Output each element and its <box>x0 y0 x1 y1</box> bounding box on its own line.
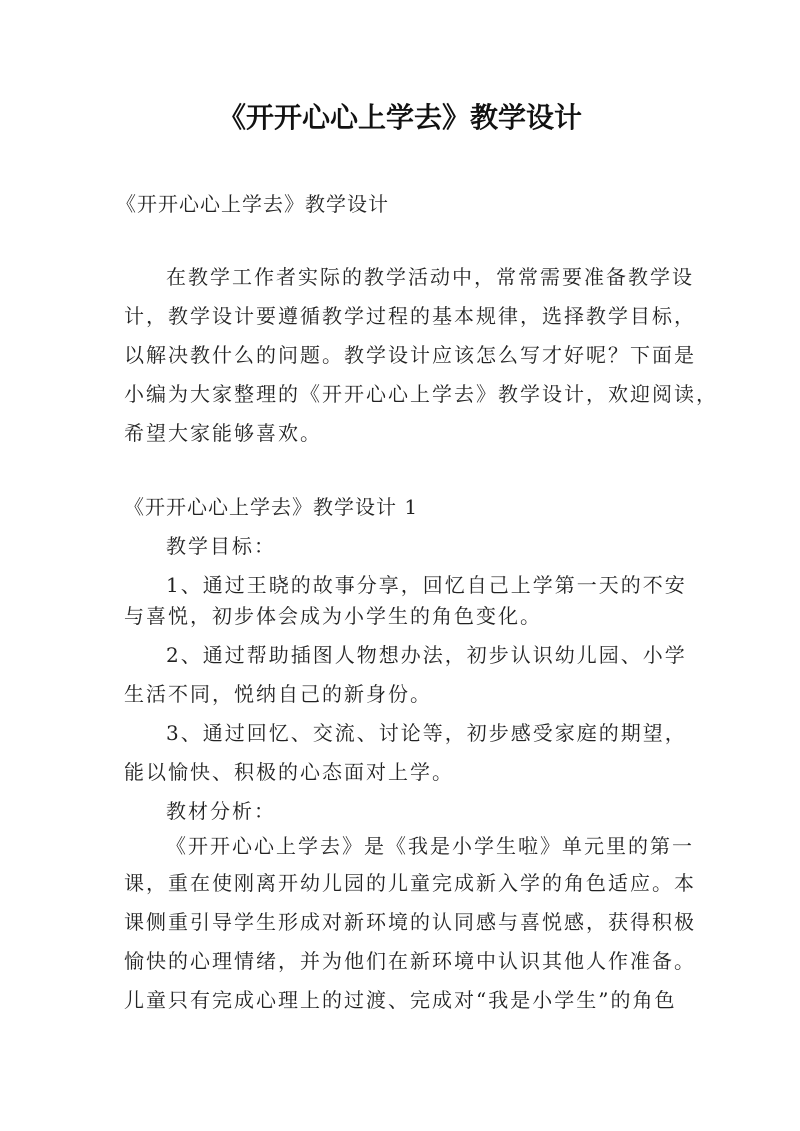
intro-paragraph-line: 计，教学设计要遵循教学过程的基本规律，选择教学目标， <box>124 304 696 328</box>
intro-paragraph-line: 以解决教什么的问题。教学设计应该怎么写才好呢？下面是 <box>124 343 696 367</box>
analysis-line: 《开开心心上学去》是《我是小学生啦》单元里的第一 <box>166 834 694 858</box>
analysis-heading: 教材分析： <box>166 799 276 823</box>
objective-line: 生活不同，悦纳自己的新身份。 <box>124 682 432 706</box>
intro-paragraph-line: 在教学工作者实际的教学活动中，常常需要准备教学设 <box>166 265 694 289</box>
objective-line: 与喜悦，初步体会成为小学生的角色变化。 <box>124 604 542 628</box>
document-subtitle: 《开开心心上学去》教学设计 <box>116 192 389 216</box>
objectives-heading: 教学目标： <box>166 534 276 558</box>
document-title: 《开开心心上学去》教学设计 <box>217 101 582 134</box>
intro-paragraph-line: 小编为大家整理的《开开心心上学去》教学设计，欢迎阅读， <box>124 382 718 406</box>
objective-line: 能以愉快、积极的心态面对上学。 <box>124 760 454 784</box>
analysis-line: 课，重在使刚离开幼儿园的儿童完成新入学的角色适应。本 <box>124 871 696 895</box>
analysis-line: 课侧重引导学生形成对新环境的认同感与喜悦感，获得积极 <box>124 910 696 934</box>
analysis-line: 儿童只有完成心理上的过渡、完成对“我是小学生”的角色 <box>124 988 677 1012</box>
analysis-line: 愉快的心理情绪，并为他们在新环境中认识其他人作准备。 <box>124 949 696 973</box>
objective-line: 2、通过帮助插图人物想办法，初步认识幼儿园、小学 <box>166 643 687 667</box>
section-heading: 《开开心心上学去》教学设计 1 <box>124 495 419 519</box>
objective-line: 1、通过王晓的故事分享，回忆自己上学第一天的不安 <box>166 573 687 597</box>
intro-paragraph-line: 希望大家能够喜欢。 <box>124 421 322 445</box>
objective-line: 3、通过回忆、交流、讨论等，初步感受家庭的期望， <box>166 721 687 745</box>
